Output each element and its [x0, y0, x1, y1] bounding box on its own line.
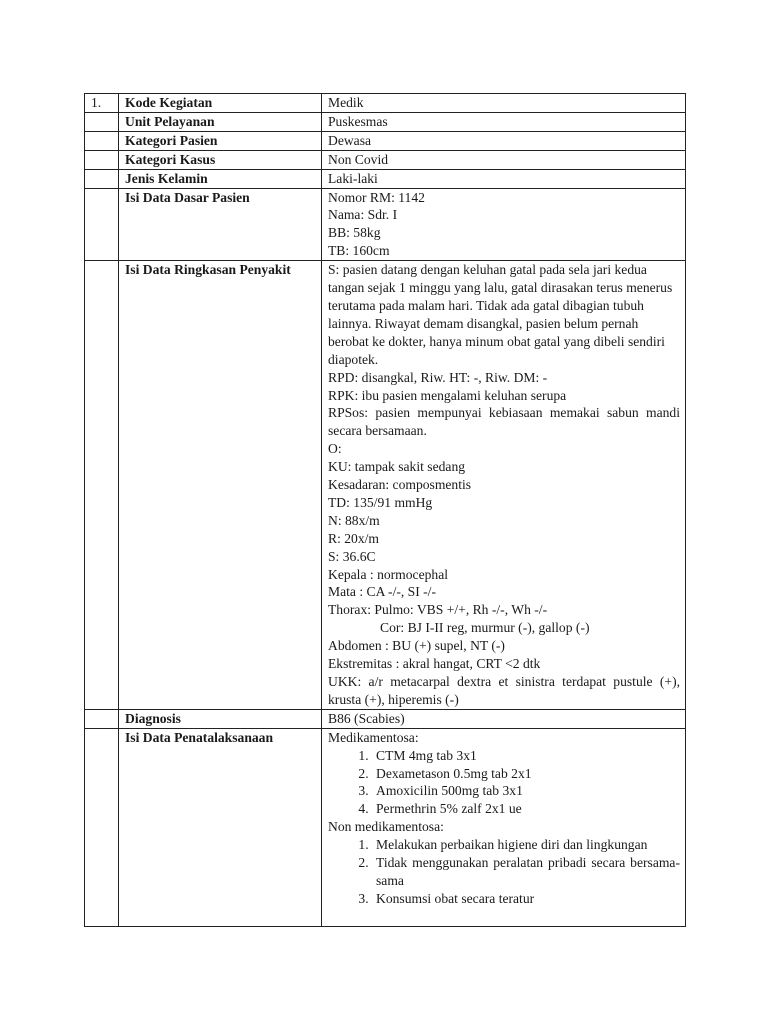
- list-item: 2. Tidak menggunakan peralatan pribadi secara bersama-sama: [372, 854, 680, 890]
- table-row-penatalaksanaan: [85, 728, 686, 926]
- objective-line: KU: tampak sakit sedang: [328, 459, 466, 475]
- non-medikamentosa-title: Non medikamentosa:: [328, 819, 444, 835]
- objective-line: R: 20x/m: [328, 530, 379, 546]
- table-row: [85, 150, 686, 169]
- field-label: Unit Pelayanan: [119, 112, 322, 131]
- table-row-ringkasan: [85, 261, 686, 710]
- table-row: [85, 94, 686, 113]
- field-label: Isi Data Penatalaksanaan: [119, 728, 322, 926]
- field-label: Kategori Pasien: [119, 131, 322, 150]
- rpk-text: RPK: ibu pasien mengalami keluhan serupa: [328, 387, 567, 403]
- field-label: Isi Data Dasar Pasien: [119, 188, 322, 261]
- row-number: [85, 188, 119, 261]
- objective-line: Thorax: Pulmo: VBS +/+, Rh -/-, Wh -/-: [328, 602, 548, 618]
- table-row: [85, 112, 686, 131]
- row-number: [85, 728, 119, 926]
- table-row: [85, 131, 686, 150]
- list-item: 1. Melakukan perbaikan higiene diri dan lingkungan: [372, 836, 680, 854]
- field-value: Dewasa: [322, 131, 686, 150]
- patient-rm: Nomor RM: 1142: [328, 189, 425, 205]
- row-number: 1.: [85, 94, 119, 113]
- ukk-text: UKK: a/r metacarpal dextra et sinistra terdapat pustule (+), krusta (+), hiperemis (-): [328, 674, 680, 707]
- table-row: [85, 169, 686, 188]
- ekstremitas-text: Ekstremitas : akral hangat, CRT <2 dtk: [328, 656, 541, 672]
- rpd-text: RPD: disangkal, Riw. HT: -, Riw. DM: -: [328, 369, 548, 385]
- field-value: Non Covid: [322, 150, 686, 169]
- objective-line: Kesadaran: composmentis: [328, 477, 472, 493]
- patient-weight: BB: 58kg: [328, 225, 381, 241]
- field-label: Kode Kegiatan: [119, 94, 322, 113]
- list-item: 1. CTM 4mg tab 3x1: [372, 747, 680, 765]
- row-number: [85, 261, 119, 710]
- objective-line: Kepala : normocephal: [328, 566, 449, 582]
- list-item: 3. Konsumsi obat secara teratur: [372, 890, 680, 908]
- row-number: [85, 709, 119, 728]
- cor-text: Cor: BJ I-II reg, murmur (-), gallop (-): [380, 620, 590, 636]
- objective-line: N: 88x/m: [328, 512, 380, 528]
- document-page: [84, 93, 685, 927]
- field-value: Puskesmas: [322, 112, 686, 131]
- medical-report-table: [84, 93, 686, 927]
- row-number: [85, 131, 119, 150]
- rpsos-text: RPSos: pasien mempunyai kebiasaan memakai sabun mandi secara bersamaan.: [328, 405, 680, 439]
- field-label: Kategori Kasus: [119, 150, 322, 169]
- patient-name: Nama: Sdr. I: [328, 207, 398, 223]
- field-value-penatalaksanaan: [322, 728, 686, 926]
- subjective-text: S: pasien datang dengan keluhan gatal pada sela jari kedua tangan sejak 1 minggu yang lalu, gatal dirasakan terus menerus terutama pada malam hari. Tidak ada gatal dibagian tubuh lainnya. Riwayat demam disangkal, pasien belum pernah berobat ke dokter, hanya minum obat gatal yang dibeli sendiri diapotek.: [328, 262, 673, 367]
- field-value-ringkasan: [322, 261, 686, 710]
- objective-line: Mata : CA -/-, SI -/-: [328, 584, 436, 600]
- table-row-diagnosis: [85, 709, 686, 728]
- list-item: 3. Amoxicilin 500mg tab 3x1: [372, 782, 680, 800]
- table-row-data-dasar: [85, 188, 686, 261]
- abdomen-text: Abdomen : BU (+) supel, NT (-): [328, 638, 505, 654]
- field-value: B86 (Scabies): [322, 709, 686, 728]
- row-number: [85, 150, 119, 169]
- field-label: Diagnosis: [119, 709, 322, 728]
- medikamentosa-title: Medikamentosa:: [328, 729, 419, 745]
- objective-line: S: 36.6C: [328, 548, 376, 564]
- medikamentosa-list: [328, 747, 680, 819]
- field-value: Medik: [322, 94, 686, 113]
- patient-height: TB: 160cm: [328, 243, 390, 259]
- field-value-data-dasar: [322, 188, 686, 261]
- field-label: Jenis Kelamin: [119, 169, 322, 188]
- list-item: 4. Permethrin 5% zalf 2x1 ue: [372, 800, 680, 818]
- objective-line: TD: 135/91 mmHg: [328, 494, 433, 510]
- field-label: Isi Data Ringkasan Penyakit: [119, 261, 322, 710]
- row-number: [85, 169, 119, 188]
- non-medikamentosa-list: [328, 836, 680, 908]
- field-value: Laki-laki: [322, 169, 686, 188]
- list-item: 2. Dexametason 0.5mg tab 2x1: [372, 765, 680, 783]
- objective-line: O:: [328, 441, 342, 457]
- row-number: [85, 112, 119, 131]
